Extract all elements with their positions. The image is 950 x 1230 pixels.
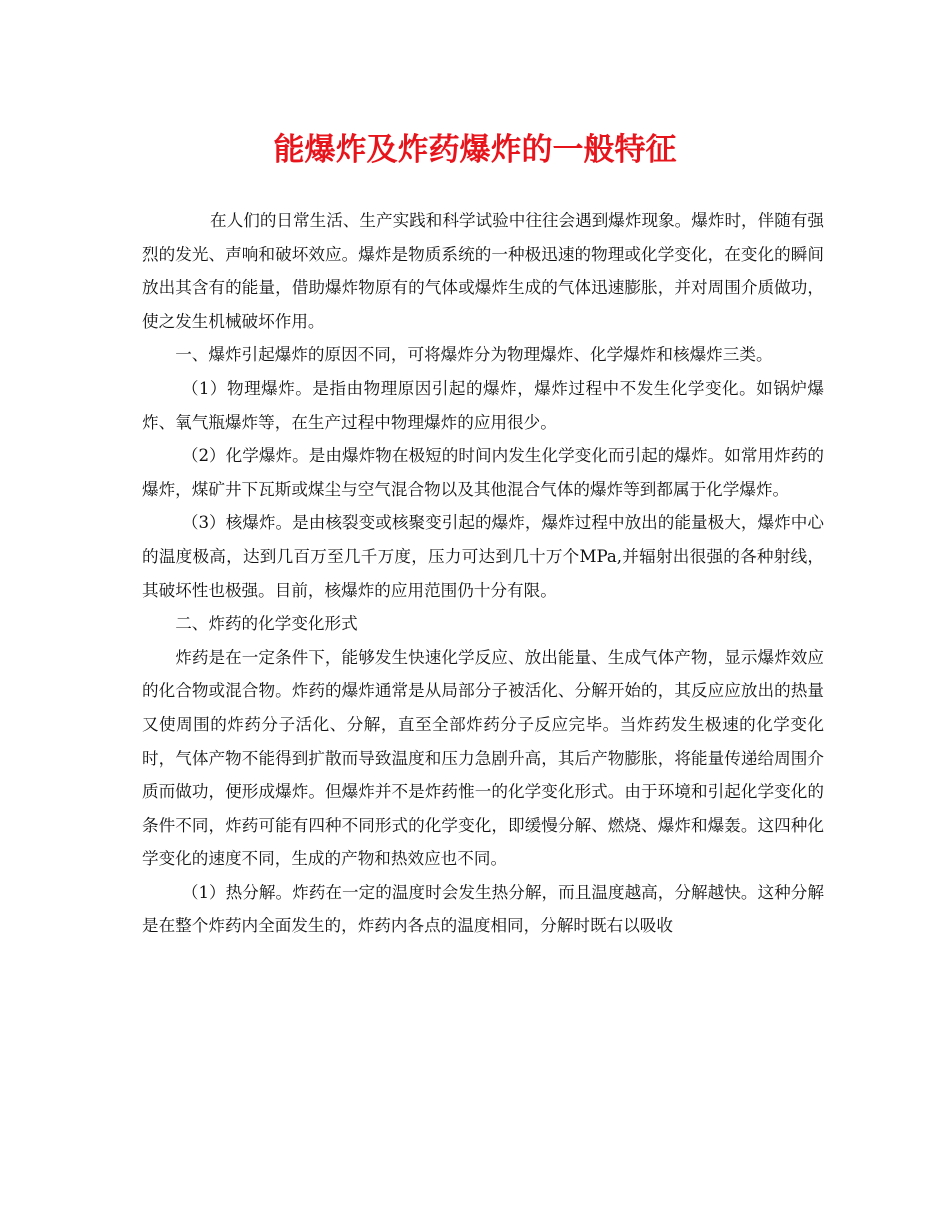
paragraph-section-2-heading: 二、炸药的化学变化形式 [175, 614, 358, 634]
paragraph-intro: 在人们的日常生活、生产实践和科学试验中往往会遇到爆炸现象。爆炸时，伴随有强烈的发光、声响和破坏效应。爆炸是物质系统的一种极迅速的物理或化学变化，在变化的瞬间放出其含有的能量，借助爆炸物原有的气体或爆炸生成的气体迅速膨胀，并对周围介质做功，使之发生机械破坏作用。 [142, 211, 825, 331]
paragraph-thermal-decomposition: （1）热分解。炸药在一定的温度时会发生热分解，而且温度越高，分解越快。这种分解是在整个炸药内全面发生的，炸药内各点的温度相同，分解时既右以吸收 [142, 882, 824, 936]
paragraph-section-1-heading: 一、爆炸引起爆炸的原因不同，可将爆炸分为物理爆炸、化学爆炸和核爆炸三类。 [175, 345, 773, 365]
paragraph-physical-explosion: （1）物理爆炸。是指由物理原因引起的爆炸，爆炸过程中不发生化学变化。如锅炉爆炸、氧气瓶爆炸等，在生产过程中物理爆炸的应用很少。 [142, 378, 824, 432]
document-title: 能爆炸及炸药爆炸的一般特征 [273, 132, 677, 168]
paragraph-chemical-explosion: （2）化学爆炸。是由爆炸物在极短的时间内发生化学变化而引起的爆炸。如常用炸药的爆炸，煤矿井下瓦斯或煤尘与空气混合物以及其他混合气体的爆炸等到都属于化学爆炸。 [142, 446, 824, 499]
paragraph-explosive-definition: 炸药是在一定条件下，能够发生快速化学反应、放出能量、生成气体产物，显示爆炸效应的化合物或混合物。炸药的爆炸通常是从局部分子被活化、分解开始的，其反应应放出的热量又使周围的炸药分子活化、分解，直至全部炸药分子反应完毕。当炸药发生极速的化学变化时，气体产物不能得到扩散而导致温度和压力急剧升高，其后产物膨胀，将能量传递给周围介质而做功，便形成爆炸。但爆炸并不是炸药惟一的化学变化形式。由于环境和引起化学变化的条件不同，炸药可能有四种不同形式的化学变化，即缓慢分解、燃烧、爆炸和爆轰。这四种化学变化的速度不同，生成的产物和热效应也不同。 [142, 647, 824, 869]
paragraph-nuclear-explosion: （3）核爆炸。是由核裂变或核聚变引起的爆炸，爆炸过程中放出的能量极大，爆炸中心的温度极高，达到几百万至几千万度，压力可达到几十万个MPa,并辐射出很强的各种射线，其破坏性也极强。目前，核爆炸的应用范围仍十分有限。 [142, 513, 824, 600]
document-body [142, 204, 824, 943]
